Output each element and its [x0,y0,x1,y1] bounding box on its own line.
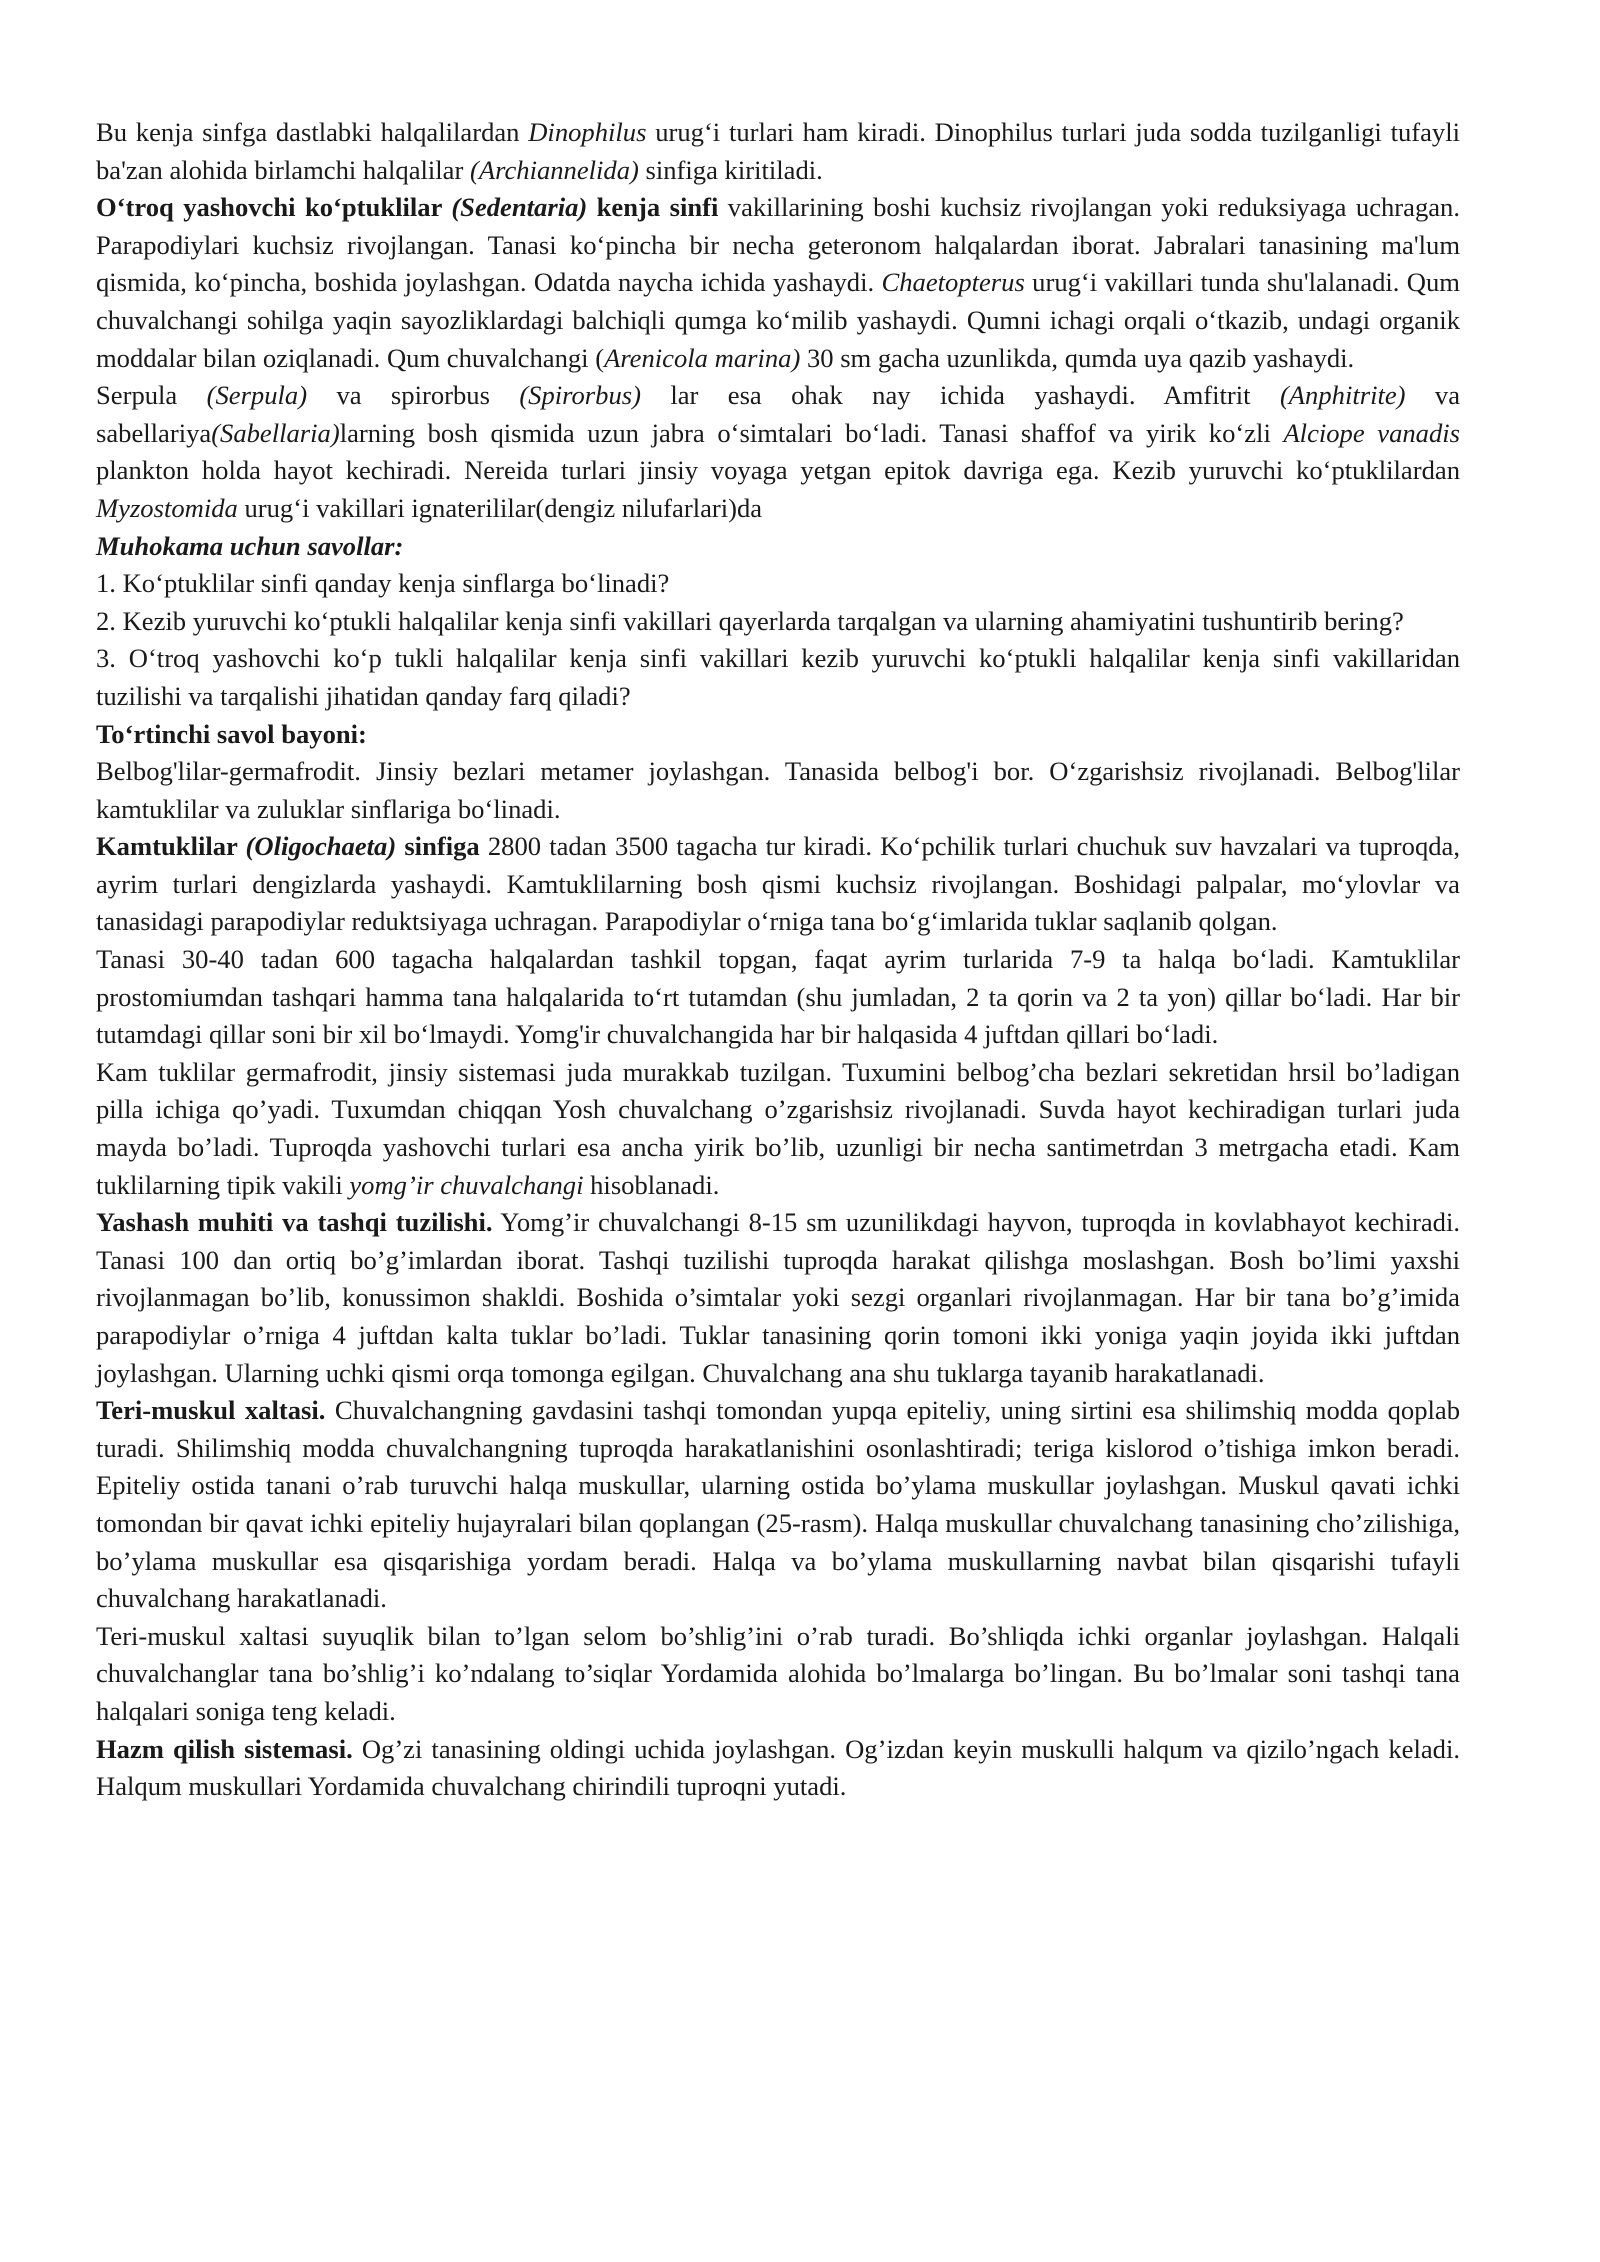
paragraph [96,1054,1460,1204]
text-run: Yomg’ir chuvalchangi 8-15 sm uzunilikdagi hayvon, tuproqda in kovlabhayot kechiradi. Tanasi 100 dan ortiq bo’g’imlardan iborat. Tashqi tuzilishi tuproqda harakat qilishga moslashgan. Bosh bo’limi yaxshi rivojlanmagan bo’lib, konussimon shakldi. Boshida o’simtalar yoki sezgi organlari rivojlanmagan. Har bir tana bo’g’imida parapodiylar o’rniga 4 juftdan kalta tuklar bo’ladi. Tuklar tanasining qorin tomoni ikki yoniga yaqin joyida ikki juftdan joylashgan. Ularning uchki qismi orqa tomonga egilgan. Chuvalchang ana shu tuklarga tayanib harakatlanadi. [96,1207,1460,1388]
paragraph [96,828,1460,941]
text-run: urug‘i vakillari tunda shu'lalanadi. Qum chuvalchangi sohilga yaqin sayozliklardagi balchiqli qumga ko‘milib yashaydi. Qumni ichagi orqali o‘tkazib, undagi organik moddalar bilan oziqlanadi. Qum chuvalchangi ( [96,267,1460,373]
text-run: 30 sm gacha uzunlikda, qumda uya qazib yashaydi. [800,342,1355,373]
text-run: yomg’ir chuvalchangi [349,1169,584,1200]
text-run: va spirorbus [307,380,520,411]
text-run: (Oligochaeta) [245,831,397,862]
text-run: (Sabellaria) [211,417,340,448]
text-run: Chuvalchangning gavdasini tashqi tomondan yupqa epiteliy, uning sirtini esa shilimshiq modda qoplab turadi. Shilimshiq modda chuvalchangning tuproqda harakatlanishini osonlashtiradi; teriga kislorod o’tishiga imkon beradi. Epiteliy ostida tanani o’rab turuvchi halqa muskullar, ularning ostida bo’ylama muskullar joylashgan. Muskul qavati ichki tomondan bir qavat ichki epiteliy hujayralari bilan qoplangan (25-rasm). Halqa muskullar chuvalchang tanasining cho’zilishiga, bo’ylama muskullar esa qisqarishiga yordam beradi. Halqa va bo’ylama muskullarning navbat bilan qisqarishi tufayli chuvalchang harakatlanadi. [96,1395,1460,1614]
text-run: Teri-muskul xaltasi. [96,1395,326,1426]
text-run: Serpula [96,380,207,411]
paragraph [96,603,1460,641]
text-run: (Spirorbus) [519,380,641,411]
text-run: kenja sinfi [587,192,719,223]
text-run: hisoblanadi. [583,1169,720,1200]
text-run: Muhokama uchun savollar: [96,530,404,561]
text-run: Og’zi tanasining oldingi uchida joylashgan. Og’izdan keyin muskulli halqum va qizilo’ngach keladi. Halqum muskullari Yordamida chuvalchang chirindili tuproqni yutadi. [96,1733,1460,1802]
text-run: Alciope vanadis [1283,417,1460,448]
paragraph [96,1618,1460,1731]
text-run: O‘troq yashovchi ko‘ptuklilar [96,192,452,223]
document-page [96,114,1460,1806]
text-run: 2. Kezib yuruvchi ko‘ptukli halqalilar kenja sinfi vakillari qayerlarda tarqalgan va ularning ahamiyatini tushuntirib bering? [96,605,1404,636]
text-run: (Sedentaria) [451,192,588,223]
text-run: 3. O‘troq yashovchi ko‘p tukli halqalilar kenja sinfi vakillari kezib yuruvchi ko‘ptukli halqalilar kenja sinfi vakillaridan tuzilishi va tarqalishi jihatidan qanday farq qiladi? [96,643,1460,711]
paragraph [96,753,1460,828]
text-run: Dinophilus [528,117,647,147]
paragraph [96,1204,1460,1392]
text-run: sinfiga [396,831,480,862]
text-run: (Serpula) [206,380,308,411]
text-run: lar esa ohak nay ichida yashaydi. Amfitrit [640,380,1280,411]
text-run: Chaetopterus [881,267,1025,298]
text-run: Myzostomida [96,492,238,523]
paragraph [96,377,1460,527]
paragraph [96,528,1460,566]
text-run: (Archiannelida) [470,154,639,185]
paragraph [96,716,1460,754]
text-run: Tanasi 30-40 tadan 600 tagacha halqalardan tashkil topgan, faqat ayrim turlarida 7-9 ta halqa bo‘ladi. Kamtuklilar prostomiumdan tashqari hamma tana halqalarida to‘rt tutamdan (shu jumladan, 2 ta qorin va 2 ta yon) qillar bo‘ladi. Har bir tutamdagi qillar soni bir xil bo‘lmaydi. Yomg'ir chuvalchangida har bir halqasida 4 juftdan qillari bo‘ladi. [96,944,1460,1050]
text-run: 2800 tadan 3500 tagacha tur kiradi. Ko‘pchilik turlari chuchuk suv havzalari va tuproqda, ayrim turlari dengizlarda yashaydi. Kamtuklilarning bosh qismi kuchsiz rivojlangan. Boshidagi palpalar, mo‘ylovlar va tanasidagi parapodiylar reduktsiyaga uchragan. Parapodiylar o‘rniga tana bo‘g‘imlarida tuklar saqlanib qolgan. [96,831,1461,937]
text-run: Bu kenja sinfga dastlabki halqalilardan [96,117,529,147]
text-run: To‘rtinchi savol bayoni: [96,718,367,749]
text-run: Kam tuklilar germafrodit, jinsiy sistemasi juda murakkab tuzilgan. Tuxumini belbog’cha bezlari sekretidan hrsil bo’ladigan pilla ichiga qo’yadi. Tuxumdan chiqqan Yosh chuvalchang o’zgarishsiz rivojlanadi. Suvda hayot kechiradigan turlari juda mayda bo’ladi. Tuproqda yashovchi turlari esa ancha yirik bo’lib, uzunligi bir necha santimetrdan 3 metrgacha etadi. Kam tuklilarning tipik vakili [96,1056,1460,1200]
text-run: va sabellariya [96,380,1460,448]
paragraph [96,565,1460,603]
text-run: Arenicola marina) [604,342,801,373]
paragraph [96,189,1460,377]
text-run: Kamtuklilar [96,831,246,862]
text-run: vakillarining boshi kuchsiz rivojlangan yoki reduksiyaga uchragan. Parapodiylari kuchsiz rivojlangan. Tanasi ko‘pincha bir necha geteronom halqalardan iborat. Jabralari tanasining ma'lum qismida, ko‘pincha, boshida joylashgan. Odatda naycha ichida yashaydi. [96,192,1460,298]
paragraph [96,640,1460,715]
text-run: Hazm qilish sistemasi. [96,1733,353,1764]
paragraph [96,114,1460,189]
text-run: Teri-muskul xaltasi suyuqlik bilan to’lgan selom bo’shlig’ini o’rab turadi. Bo’shliqda ichki organlar joylashgan. Halqali chuvalchanglar tana bo’shlig’i ko’ndalang to’siqlar Yordamida alohida bo’lmalarga bo’lingan. Bu bo’lmalar soni tashqi tana halqalari soniga teng keladi. [96,1620,1460,1726]
paragraph [96,1731,1460,1806]
text-run: sinfiga kiritiladi. [638,154,823,185]
text-run: (Anphitrite) [1279,380,1406,411]
text-run: 1. Ko‘ptuklilar sinfi qanday kenja sinflarga bo‘linadi? [96,568,670,599]
text-run: Belbog'lilar-germafrodit. Jinsiy bezlari metamer joylashgan. Tanasida belbog'i bor. O‘zgarishsiz rivojlanadi. Belbog'lilar kamtuklilar va zuluklar sinflariga bo‘linadi. [96,756,1460,824]
text-run: urug‘i vakillari ignaterililar(dengiz nilufarlari)da [237,492,763,523]
paragraph [96,1392,1460,1618]
text-run: Yashash muhiti va tashqi tuzilishi. [96,1207,493,1238]
paragraph [96,941,1460,1054]
text-run: larning bosh qismida uzun jabra o‘simtalari bo‘ladi. Tanasi shaffof va yirik ko‘zli [339,417,1284,448]
text-run: plankton holda hayot kechiradi. Nereida turlari jinsiy voyaga yetgan epitok davriga ega. Kezib yuruvchi ko‘ptuklilardan [96,455,1460,486]
text-run: urug‘i turlari ham kiradi. Dinophilus turlari juda sodda tuzilganligi tufayli ba'zan alohida birlamchi halqalilar [96,117,1460,185]
